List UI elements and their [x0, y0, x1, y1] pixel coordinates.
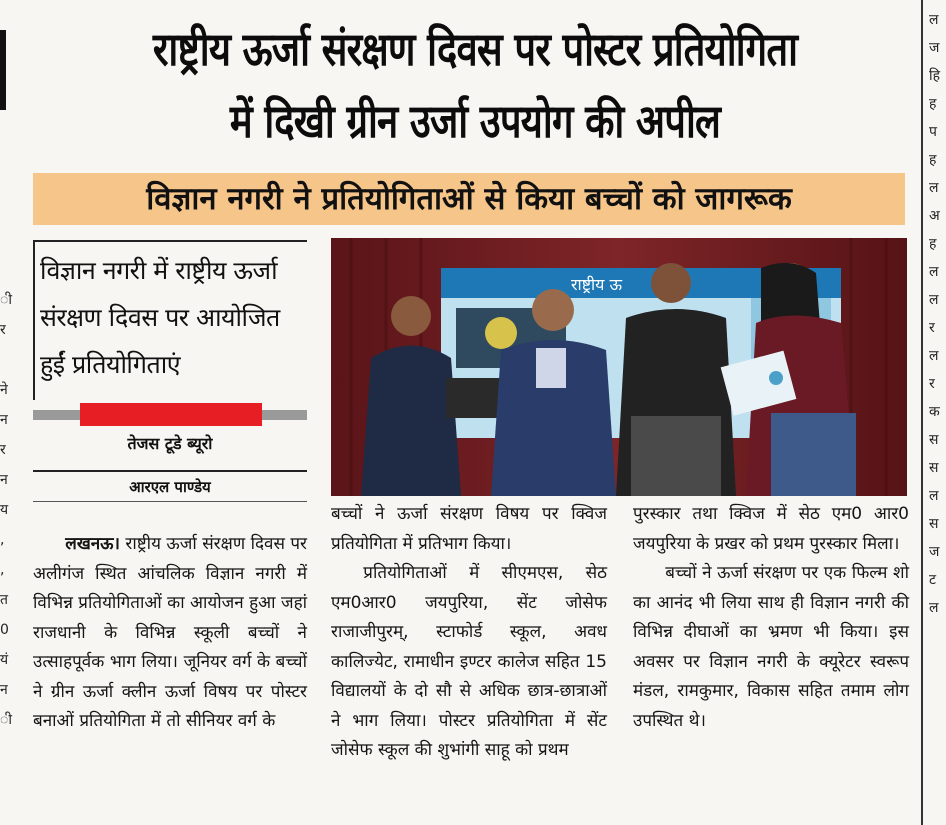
sidebox-red-bar — [80, 403, 262, 426]
byline-rule-bottom — [33, 501, 307, 502]
adjacent-article-fragment — [0, 30, 6, 110]
article-column-2 — [331, 500, 607, 766]
adjacent-column-fragment-left: ी र ने न र न य , , त 0 यं न ी — [0, 292, 12, 728]
photo-banner-text: राष्ट्रीय ऊ — [571, 275, 623, 294]
column-1-text: राष्ट्रीय ऊर्जा संरक्षण दिवस पर अलीगंज स्थित आंचलिक विज्ञान नगरी में विभिन्न प्रतियोगिताओं का आयोजन हुआ जहां राजधानी के विभिन्न स्कूली बच्चों ने उत्साहपूर्वक भाग लिया। जूनियर वर्ग के बच्चों ने ग्रीन ऊर्जा क्लीन ऊर्जा विषय पर पोस्टर बनाओं प्रतियोगिता में तो सीनियर वर्ग के — [33, 534, 307, 731]
adjacent-column-fragment-right: ल ज हि ह प ह ल अ ह ल ल र ल र क स स ल स ज ट ल — [929, 12, 941, 616]
subheadline: विज्ञान नगरी ने प्रतियोगिताओं से किया बच्चों को जागरूक — [146, 181, 792, 217]
article-column-3 — [633, 500, 909, 736]
byline-rule — [33, 470, 307, 472]
headline-line-2: में दिखी ग्रीन उर्जा उपयोग की अपील — [229, 94, 721, 148]
byline: आरएल पाण्डेय — [129, 478, 211, 496]
column-2-paragraph-2: प्रतियोगिताओं में सीएमएस, सेठ एम0आर0 जयपुरिया, सेंट जोसेफ राजाजीपुरम्, स्टाफोर्ड स्कूल, अवध कालिज्येट, रामाधीन इण्टर कालेज सहित 15 विद्यालयों के दो सौ से अधिक छात्र-छात्राओं ने भाग लिया। पोस्टर प्रतियोगिता में सेंट जोसेफ स्कूल की शुभांगी साहू को प्रथम — [331, 563, 607, 760]
bureau-credit: तेजस टूडे ब्यूरो — [127, 434, 213, 453]
column-3-paragraph-1: पुरस्कार तथा क्विज में सेठ एम0 आर0 जयपुरिया के प्रखर को प्रथम पुरस्कार मिला। — [633, 504, 909, 554]
event-photo-illustration — [331, 238, 907, 496]
dateline: लखनऊ। — [65, 534, 120, 554]
event-photo — [331, 238, 907, 496]
article-column-1 — [33, 530, 307, 737]
sidebox-left-rule — [33, 240, 35, 400]
column-3-paragraph-2: बच्चों ने ऊर्जा संरक्षण पर एक फिल्म शो का आनंद भी लिया साथ ही विज्ञान नगरी की विभिन्न दीघाओं का भ्रमण भी किया। इस अवसर पर विज्ञान नगरी के क्यूरेटर स्वरूप मंडल, रामकुमार, विकास सहित तमाम लोग उपस्थित थे। — [633, 563, 909, 731]
sidebox-title: विज्ञान नगरी में राष्ट्रीय ऊर्जा संरक्षण दिवस पर आयोजित हुईं प्रतियोगिताएं — [40, 256, 280, 379]
sidebox-top-rule — [33, 240, 307, 242]
column-2-paragraph-1: बच्चों ने ऊर्जा संरक्षण विषय पर क्विज प्रतियोगिता में प्रतिभाग किया। — [331, 504, 607, 554]
column-divider-right — [921, 0, 923, 825]
headline-line-1: राष्ट्रीय ऊर्जा संरक्षण दिवस पर पोस्टर प्रतियोगिता — [152, 22, 798, 76]
